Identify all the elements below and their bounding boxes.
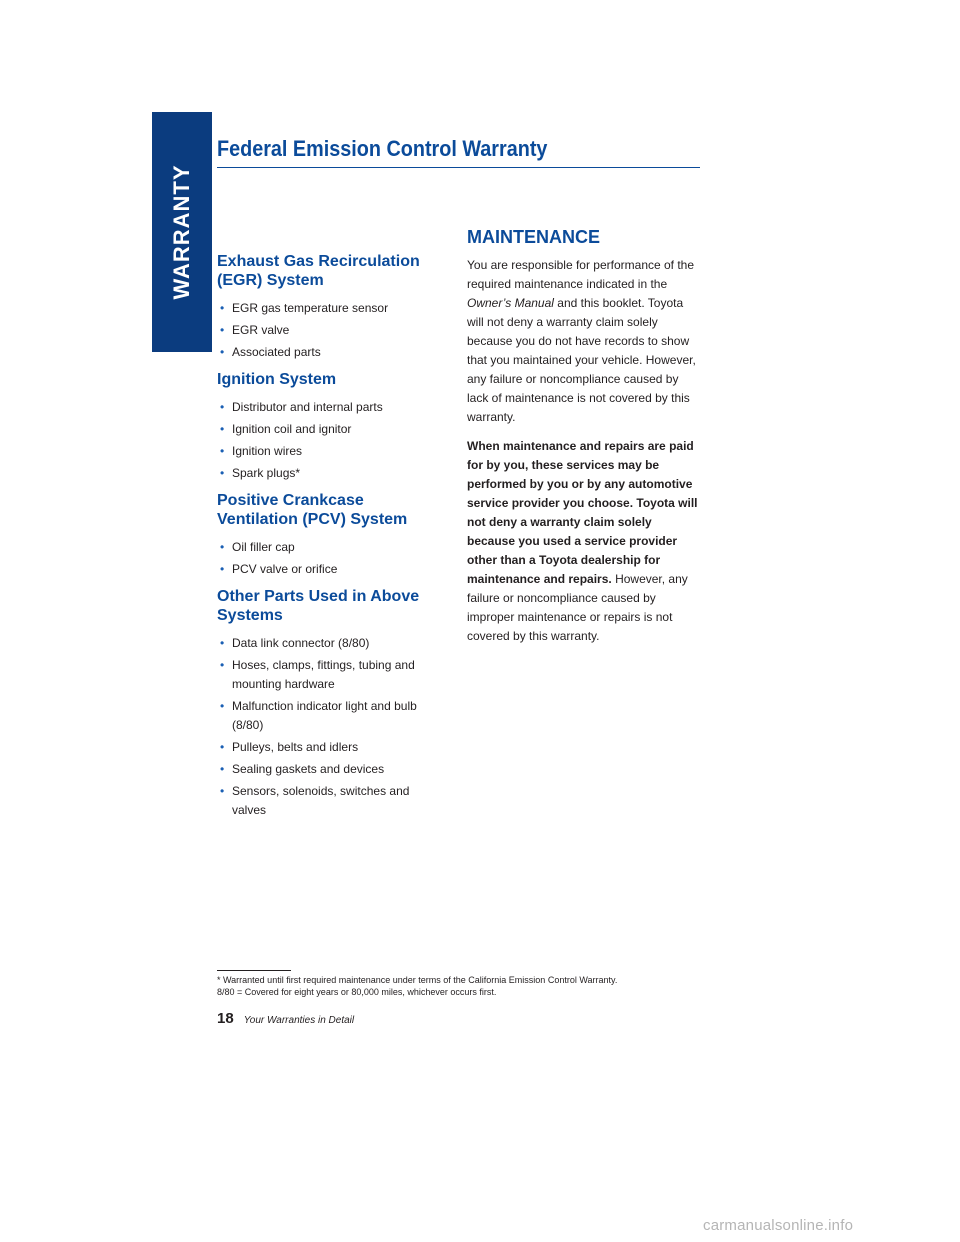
list-item: • EGR valve	[217, 321, 439, 340]
ignition-heading: Ignition System	[217, 371, 337, 388]
section-tab-label: WARRANTY	[169, 164, 194, 300]
footnotes	[217, 974, 737, 998]
list-item: • Distributor and internal parts	[217, 398, 439, 417]
bullet-icon: •	[220, 422, 225, 436]
watermark: carmanualsonline.info	[703, 1217, 854, 1234]
list-item: • EGR gas temperature sensor	[217, 299, 439, 318]
bullet-icon: •	[220, 540, 225, 554]
list-item: • Sealing gaskets and devices	[217, 760, 439, 779]
list-item: • Ignition coil and ignitor	[217, 420, 439, 439]
service-provider-statement: When maintenance and repairs are paid for by you, these services may be performed by you or by any automotive service provider you choose. Toyota will not deny a warranty claim solely because you used a service provider other than a Toyota dealership for maintenance and repairs.	[467, 439, 698, 586]
list-item: • Hoses, clamps, fittings, tubing and mounting hardware	[220, 658, 415, 691]
page-number: 18	[217, 1010, 234, 1027]
bullet-icon: •	[220, 562, 225, 576]
list-item: • Ignition wires	[217, 442, 439, 461]
title-divider	[217, 167, 700, 168]
bullet-icon: •	[220, 740, 225, 754]
list-item: • Malfunction indicator light and bulb (8/80)	[220, 699, 417, 732]
list-item: • Pulleys, belts and idlers	[217, 738, 439, 757]
bullet-icon: •	[220, 444, 225, 458]
egr-heading: Exhaust Gas Recirculation (EGR) System	[217, 253, 420, 289]
bullet-icon: •	[220, 636, 225, 650]
footer-caption: Your Warranties in Detail	[243, 1015, 355, 1026]
bullet-icon: •	[220, 323, 225, 337]
pcv-list	[217, 538, 439, 579]
footnote-maintenance: * Warranted until first required maintenance under terms of the California Emission Control Warranty.	[217, 975, 618, 985]
covered-parts-column	[217, 252, 439, 823]
bullet-icon: •	[220, 784, 225, 798]
maintenance-paragraph-1: You are responsible for performance of the required maintenance indicated in the Owner’s Manual and this booklet. Toyota will not deny a warranty claim solely because you do not have records to show that you maintained your vehicle. However, any failure or noncompliance caused by lack of maintenance is not covered by this warranty.	[467, 258, 696, 424]
owners-manual-reference: Owner’s Manual	[467, 296, 554, 310]
bullet-icon: •	[220, 658, 225, 672]
list-item: • PCV valve or orifice	[217, 560, 439, 579]
bullet-icon: •	[220, 301, 225, 315]
bullet-icon: •	[220, 699, 225, 713]
footnote-divider	[217, 970, 291, 971]
list-item: • Spark plugs*	[217, 464, 439, 483]
list-item: • Oil filler cap	[217, 538, 439, 557]
maintenance-column	[467, 226, 703, 646]
bullet-icon: •	[220, 345, 225, 359]
list-item: • Associated parts	[217, 343, 439, 362]
maintenance-paragraph-2: When maintenance and repairs are paid for by you, these services may be performed by you or by any automotive service provider you choose. Toyota will not deny a warranty claim solely because you used a service provider other than a Toyota dealership for maintenance and repairs. However, any failure or noncompliance caused by improper maintenance or repairs is not covered by this warranty.	[467, 439, 698, 643]
list-item: • Data link connector (8/80)	[217, 634, 439, 653]
egr-list	[217, 299, 439, 362]
bullet-icon: •	[220, 762, 225, 776]
bullet-icon: •	[220, 466, 225, 480]
list-item: • Sensors, solenoids, switches and valves	[220, 784, 410, 817]
other-parts-list	[217, 634, 439, 820]
maintenance-heading: MAINTENANCE	[467, 227, 600, 247]
section-tab	[152, 112, 212, 352]
page-title: Federal Emission Control Warranty	[217, 136, 548, 161]
ignition-list	[217, 398, 439, 483]
other-parts-heading: Other Parts Used in Above Systems	[217, 588, 420, 624]
page-footer	[217, 1010, 354, 1027]
bullet-icon: •	[220, 400, 225, 414]
footnote-8-80: 8/80 = Covered for eight years or 80,000 miles, whichever occurs first.	[217, 987, 497, 997]
pcv-heading: Positive Crankcase Ventilation (PCV) System	[217, 492, 408, 528]
